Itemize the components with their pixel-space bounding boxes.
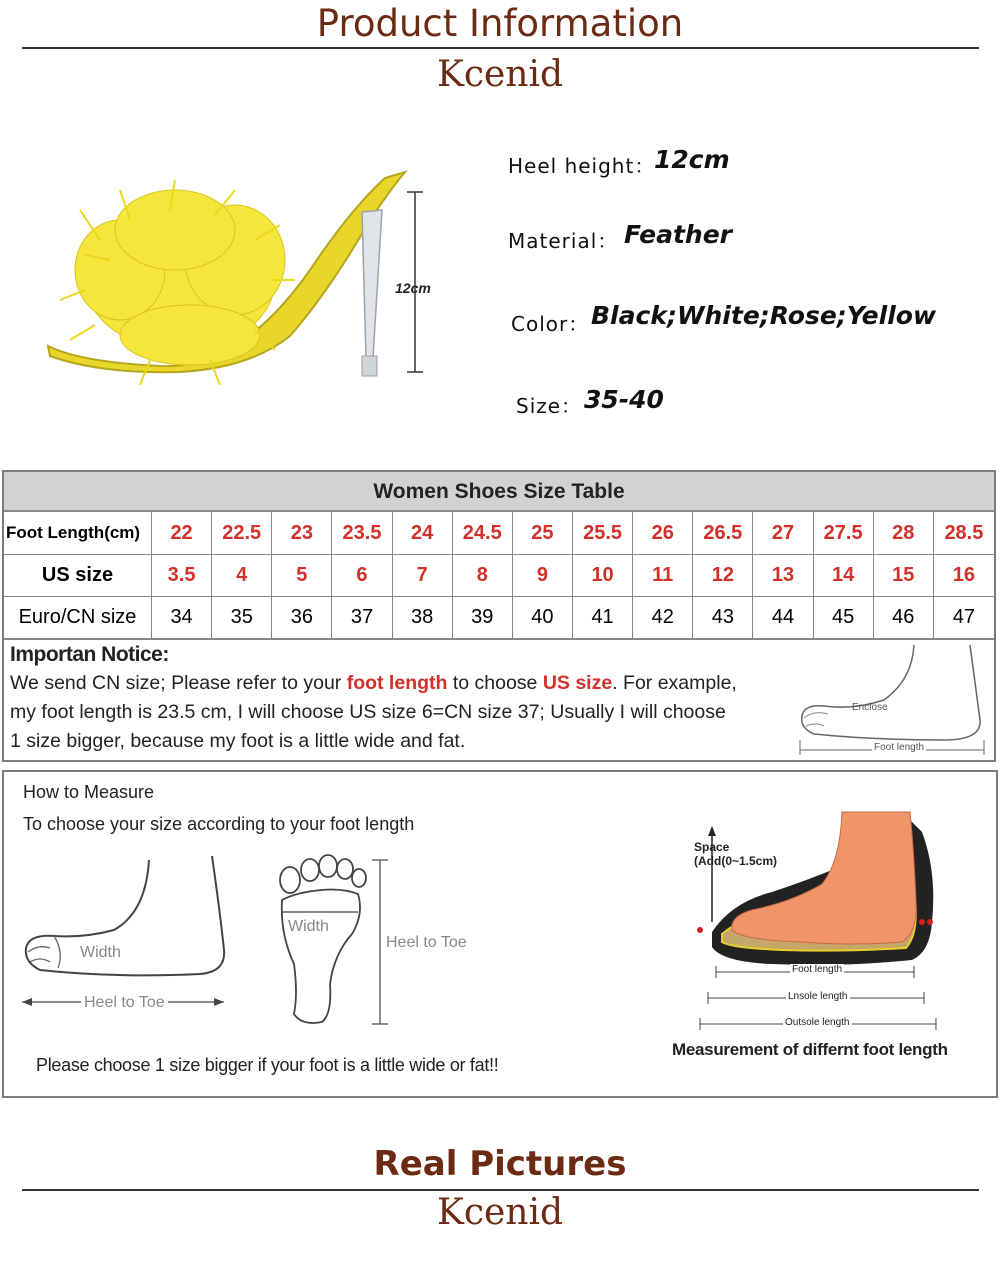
size-cell: 27.5 (814, 512, 874, 554)
title-divider (22, 47, 979, 49)
notice-line-2: my foot length is 23.5 cm, I will choose US size 6=CN size 37; Usually I will choose (10, 701, 726, 723)
size-cell: 45 (814, 596, 874, 638)
size-row-foot-length (4, 512, 994, 555)
spec-material-value: Feather (624, 220, 732, 249)
size-cell: 3.5 (152, 554, 212, 596)
size-row-euro-cn (4, 596, 994, 640)
real-pictures-title: Real Pictures (373, 1144, 627, 1184)
footer-brand-name: Kcenid (436, 1192, 564, 1233)
size-cell: 24 (393, 512, 453, 554)
size-cell: 12 (693, 554, 753, 596)
spec-material-label: Material： (508, 229, 619, 253)
diagram-enclose-label: Enclose (852, 702, 888, 713)
size-cell: 10 (573, 554, 633, 596)
size-row-us-size (4, 554, 994, 597)
size-cell: 4 (212, 554, 272, 596)
size-cell: 25.5 (573, 512, 633, 554)
foot-outline-diagram (794, 640, 994, 755)
size-cell: 9 (513, 554, 573, 596)
side-foot-diagram (14, 852, 234, 1012)
side-width-label: Width (80, 944, 121, 961)
size-cell: 39 (453, 596, 513, 638)
notice-us-size: US size (542, 672, 613, 694)
notice-line-3: 1 size bigger, because my foot is a little wide and fat. (10, 730, 466, 752)
size-cell: 14 (814, 554, 874, 596)
size-notice (10, 640, 800, 756)
size-table-title: Women Shoes Size Table (4, 472, 994, 512)
measurement-caption: Measurement of differnt foot length (672, 1040, 948, 1059)
size-cell: 28.5 (944, 522, 984, 544)
spec-color-value: Black;White;Rose;Yellow (591, 301, 937, 330)
size-cell: 5 (272, 554, 332, 596)
size-cell: 23.5 (332, 512, 392, 554)
size-cell: 27 (753, 512, 813, 554)
size-cell: 26.5 (693, 512, 753, 554)
size-row-label: US size (4, 554, 152, 596)
size-cell: 38 (393, 596, 453, 638)
size-row-label: Foot Length(cm) (4, 512, 152, 554)
size-cell: 42 (633, 596, 693, 638)
size-cell: 26 (633, 512, 693, 554)
size-cell: 41 (573, 596, 633, 638)
size-cell: 36 (272, 596, 332, 638)
notice-heading-b: Notice: (95, 643, 169, 666)
notice-line-1: We send CN size; Please refer to your foot length to choose US size. For example, (10, 672, 737, 694)
notice-foot-length: foot length (346, 672, 448, 694)
side-heel-to-toe-label: Heel to Toe (81, 994, 168, 1012)
size-cell: 46 (874, 596, 934, 638)
heel-dimension-label: 12cm (395, 280, 431, 296)
outsole-length-label: Outsole length (785, 1017, 850, 1028)
size-cell: 47 (952, 606, 976, 628)
size-cell: 37 (332, 596, 392, 638)
measure-heading: How to Measure (23, 782, 155, 802)
size-row-label: Euro/CN size (4, 596, 152, 638)
size-cell: 15 (874, 554, 934, 596)
size-cell: 13 (753, 554, 813, 596)
size-cell: 11 (633, 554, 693, 596)
spec-heel-height-label: Heel height： (508, 154, 656, 178)
foot-length-label: Foot length (792, 964, 843, 975)
size-cell: 25 (513, 512, 573, 554)
space-label: Space (694, 840, 730, 854)
space-add-label: (Add(0~1.5cm) (694, 854, 778, 868)
size-cell: 28 (874, 512, 934, 554)
size-cell: 7 (393, 554, 453, 596)
size-cell: 44 (753, 596, 813, 638)
product-image (40, 150, 460, 400)
size-cell: 16 (952, 564, 976, 586)
size-cell: 8 (453, 554, 513, 596)
how-to-measure-panel (2, 770, 998, 1098)
page-title: Product Information (316, 2, 684, 45)
size-cell: 34 (152, 596, 212, 638)
size-cell: 22 (152, 512, 212, 554)
size-cell: 24.5 (453, 512, 513, 554)
spec-heel-height-value: 12cm (654, 145, 730, 174)
measure-advice: Please choose 1 size bigger if your foot is a little wide or fat!! (36, 1055, 499, 1075)
measure-subheading: To choose your size according to your foot length (23, 814, 415, 834)
size-cell: 40 (513, 596, 573, 638)
size-cell: 23 (272, 512, 332, 554)
size-table (2, 470, 996, 762)
brand-name: Kcenid (436, 54, 564, 95)
size-cell: 6 (332, 554, 392, 596)
spec-size-label: Size： (516, 394, 583, 418)
sole-heel-to-toe-label: Heel to Toe (386, 934, 467, 951)
spec-size-value: 35-40 (584, 385, 664, 414)
size-cell: 22.5 (212, 512, 272, 554)
size-cell: 43 (693, 596, 753, 638)
insole-length-label: Lnsole length (788, 991, 848, 1002)
footer-divider (22, 1189, 979, 1191)
diagram-foot-length-label: Foot length (874, 742, 925, 753)
size-cell: 35 (212, 596, 272, 638)
spec-color-label: Color： (511, 312, 590, 336)
sole-width-label: Width (288, 918, 329, 935)
notice-heading-a: Importan (10, 643, 96, 666)
